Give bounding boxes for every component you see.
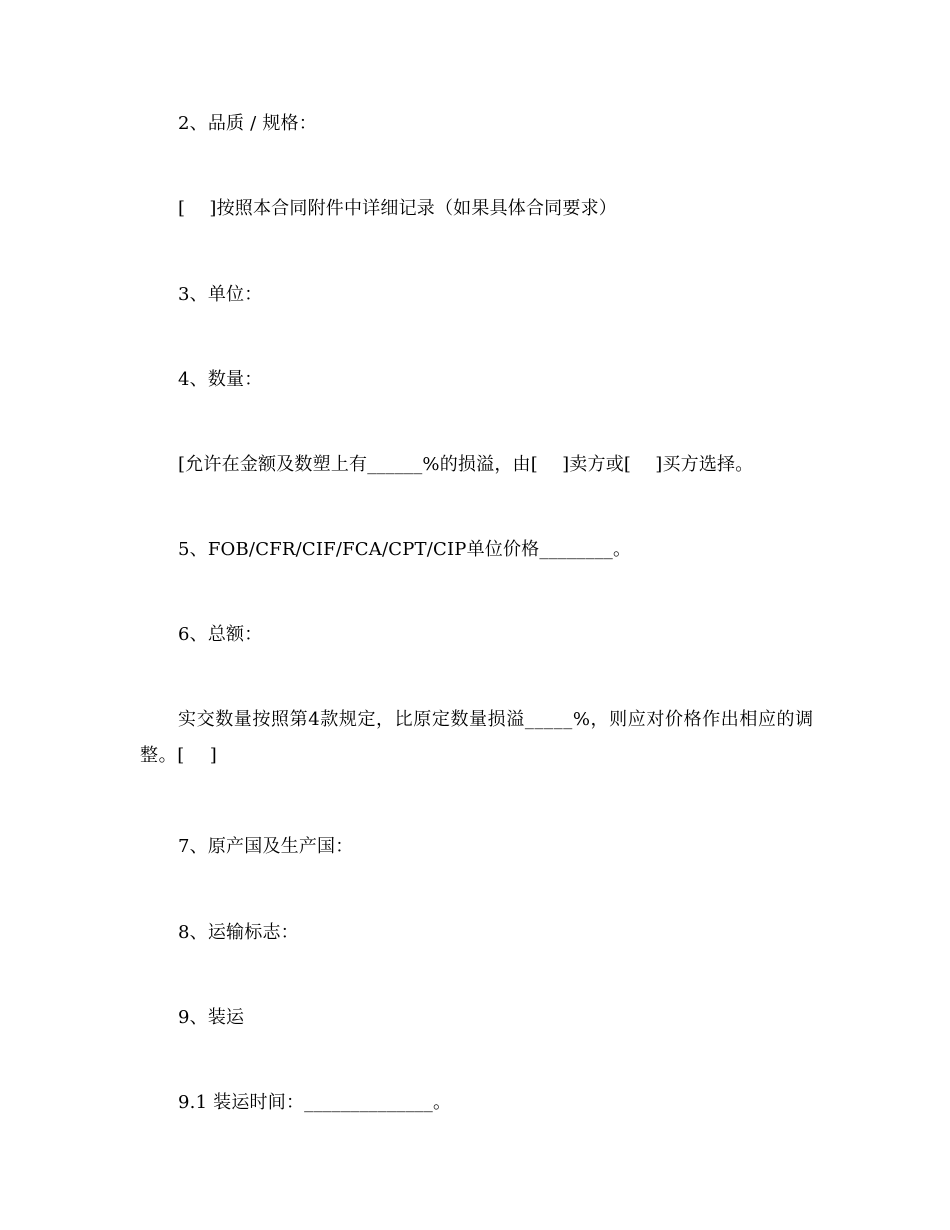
clause-2-quality: 2、品质 / 规格： [178,113,317,134]
clause-2-option: [ ]按照本合同附件中详细记录（如果具体合同要求） [178,198,617,219]
clause-4-quantity: 4、数量： [178,369,263,390]
clause-7-origin: 7、原产国及生产国： [178,836,354,857]
clause-4-tolerance: [允许在金额及数塑上有______%的损溢，由[ ]卖方或[ ]买方选择。 [178,454,754,475]
clause-9-shipment: 9、装运 [178,1007,245,1028]
clause-6-adjustment: 实交数量按照第4款规定，比原定数量损溢_____%，则应对价格作出相应的调整。[ ] [140,709,814,766]
clause-9-1-shipment-time: 9.1 装运时间：______________。 [178,1092,452,1113]
clause-8-marks: 8、运输标志： [178,922,299,943]
clause-5-unit-price: 5、FOB/CFR/CIF/FCA/CPT/CIP单位价格________。 [178,539,632,560]
clause-3-unit: 3、单位： [178,284,263,305]
clause-6-total: 6、总额： [178,624,263,645]
